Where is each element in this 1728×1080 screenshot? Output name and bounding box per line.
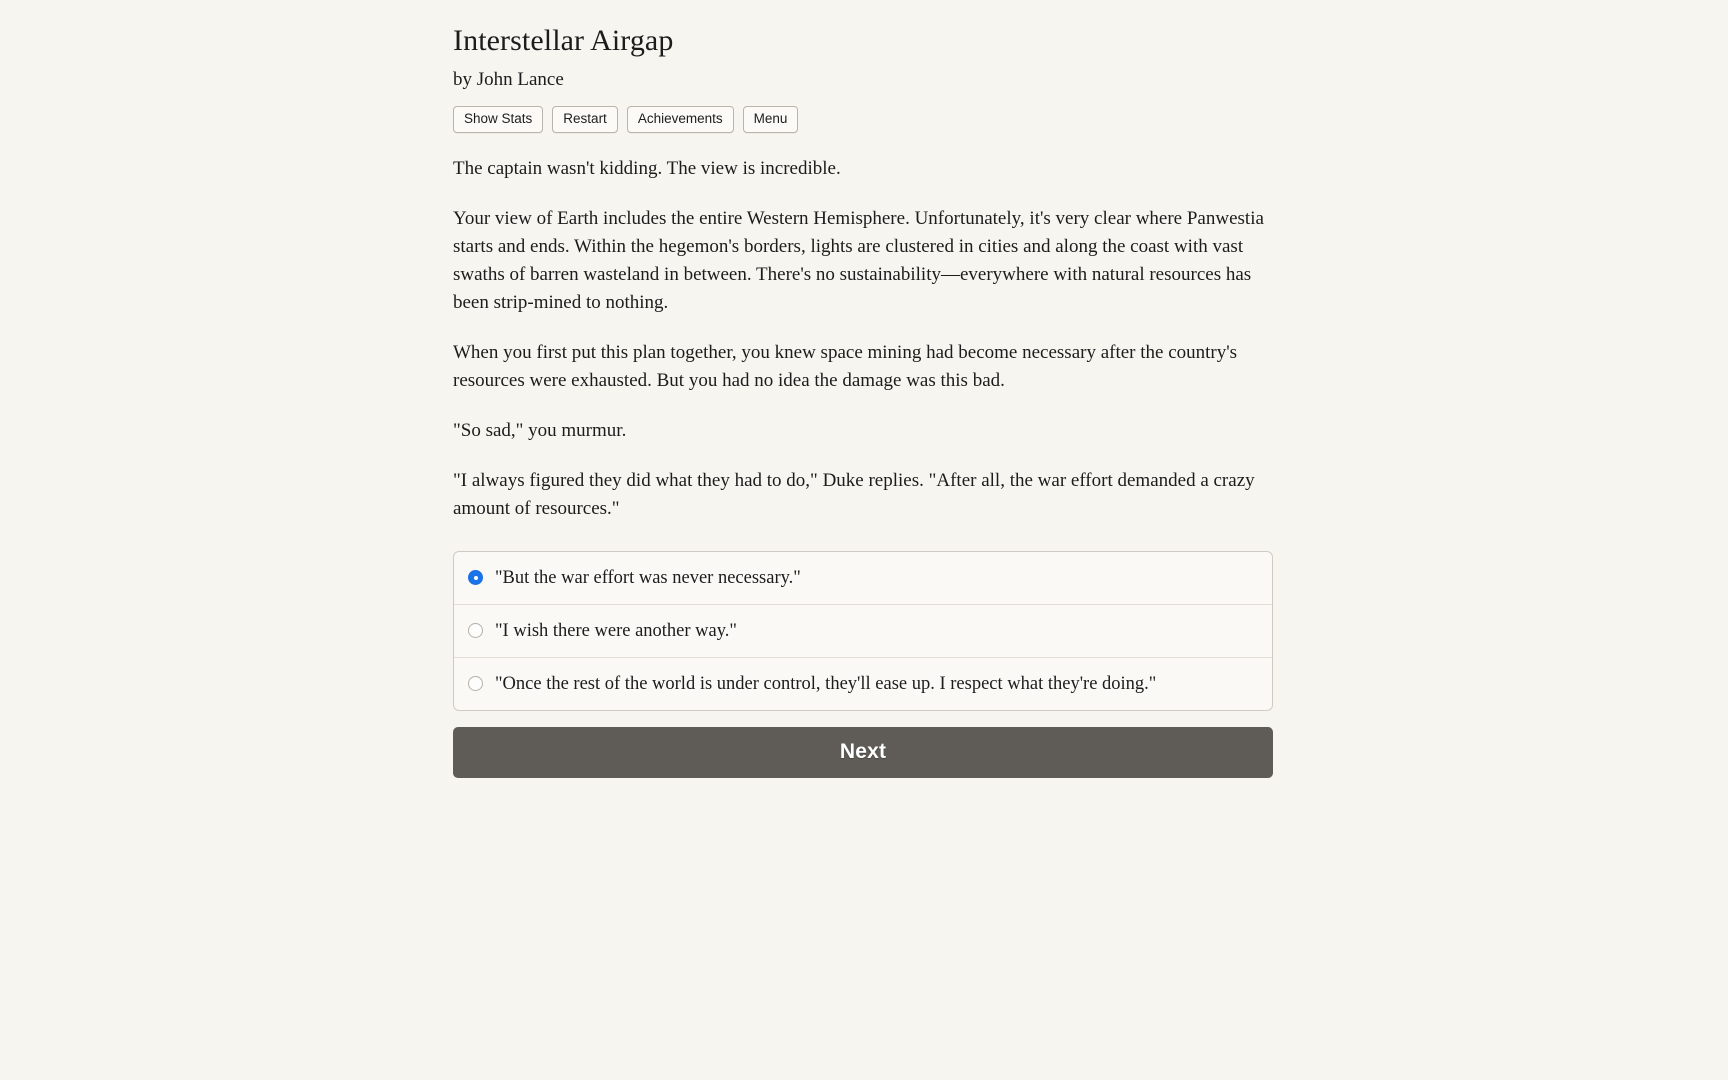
choice-list [453,551,1273,711]
choice-option-2[interactable] [454,605,1272,658]
story-paragraph: The captain wasn't kidding. The view is incredible. [453,158,841,180]
choice-label: "I wish there were another way." [495,620,737,641]
page-title: Interstellar Airgap [453,24,674,57]
restart-button[interactable]: Restart [552,106,618,134]
author-byline: by John Lance [453,68,564,90]
choice-option-3[interactable] [454,658,1272,710]
choice-label: "Once the rest of the world is under control, they'll ease up. I respect what they're doing." [495,673,1157,694]
show-stats-button[interactable]: Show Stats [453,106,543,134]
story-paragraph: "I always figured they did what they had to do," Duke replies. "After all, the war effort demanded a crazy amount of resources." [453,469,1255,519]
achievements-button[interactable]: Achievements [627,106,734,134]
story-paragraph: Your view of Earth includes the entire Western Hemisphere. Unfortunately, it's very clear where Panwestia starts and ends. Within the hegemon's borders, lights are clustered in cities and along the coast with vast swaths of barren wasteland in between. There's no sustainability—everywhere with natural resources has been strip-mined to nothing. [453,208,1264,314]
next-button[interactable]: Next [453,727,1273,778]
radio-icon[interactable] [468,570,483,585]
menu-button[interactable]: Menu [743,106,799,134]
choice-label: "But the war effort was never necessary." [495,567,801,588]
choice-option-1[interactable] [454,552,1272,605]
story-paragraph: When you first put this plan together, you knew space mining had become necessary after the country's resources were exhausted. But you had no idea the damage was this bad. [453,341,1238,391]
story-paragraph: "So sad," you murmur. [453,419,627,441]
radio-icon[interactable] [468,623,483,638]
toolbar [453,106,1273,134]
radio-icon[interactable] [468,676,483,691]
story-container [453,16,1273,778]
